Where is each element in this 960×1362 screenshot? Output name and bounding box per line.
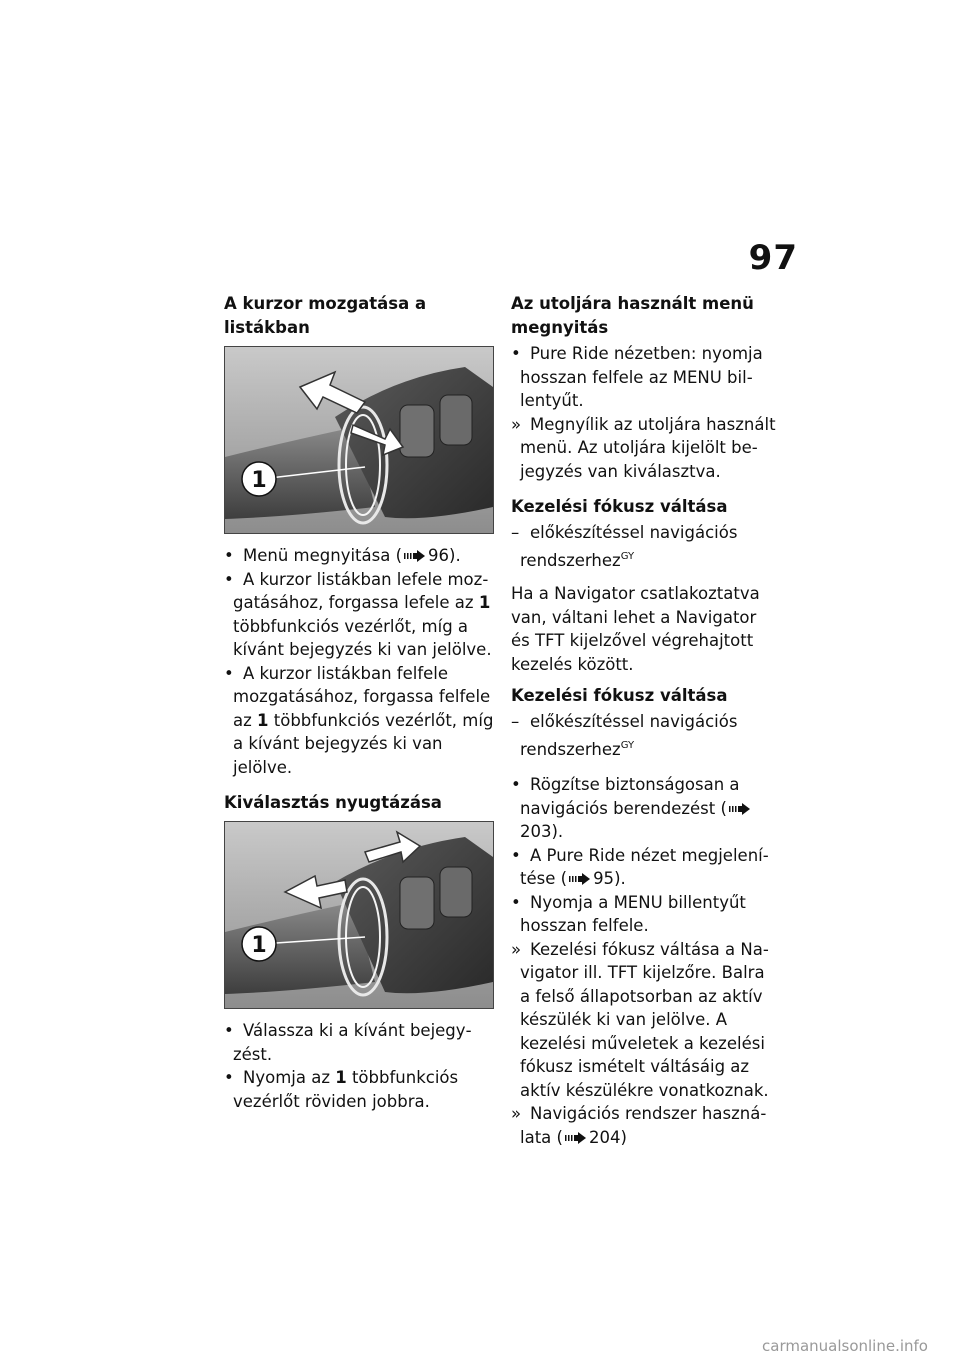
equipment-note: – előkészítéssel navigációs rendszerhez$^{GY}$ — [511, 712, 738, 759]
list-item: • A Pure Ride nézet megjelenítése ( 95). — [511, 845, 769, 888]
list-confirm-instructions — [224, 1019, 494, 1113]
handlebar-photo-push — [224, 821, 494, 1009]
list-item: • Rögzítse biztonságosan a navigációs berendezést (203). — [511, 773, 776, 844]
list-item: • A kurzor listákban felfele mozgatásához, forgassa felfele az 1 többfunkciós vezérlőt, míg a kívánt bejegyzés ki van jelölve. — [224, 663, 494, 777]
section-heading-focus-1: Kezelési fókusz váltása — [511, 497, 728, 516]
page-ref[interactable]: 95 — [593, 869, 615, 888]
list-item: • Menü megnyitása ( 96). — [224, 546, 461, 565]
list-item: • Nyomja az 1 többfunkciós vezérlőt röviden jobbra. — [224, 1068, 459, 1111]
list-item: » Megnyílik az utoljára használt menü. Az utoljára kijelölt bejegyzés van kiválasztva. — [511, 414, 776, 481]
paragraph: Ha a Navigator csatlakoztatva van, váltani lehet a Navigator és TFT kijelzővel végrehajtott kezelés között. — [511, 584, 760, 674]
handlebar-photo-rotate — [224, 346, 494, 534]
list-cursor-instructions — [224, 544, 494, 779]
list-focus-instructions — [511, 773, 776, 1149]
watermark-footer: carmanualsonline.info — [762, 1337, 928, 1355]
page-ref[interactable]: 203 — [520, 822, 552, 841]
option-code: GY — [620, 550, 635, 562]
option-code: GY — [620, 739, 635, 751]
section-heading-focus-2: Kezelési fókusz váltása — [511, 686, 728, 705]
page-ref[interactable]: 204 — [588, 1127, 621, 1147]
list-item: • Pure Ride nézetben: nyomja hosszan felfele az MENU billentyűt. — [511, 344, 763, 410]
page-ref[interactable]: 96 — [428, 546, 450, 565]
page-ref-arrow-icon — [565, 1132, 587, 1144]
callout-ref: 1 — [257, 710, 269, 730]
section-heading-cursor-move: A kurzor mozgatása a listákban — [224, 294, 427, 337]
page-ref-arrow-icon — [729, 803, 751, 815]
callout-ref: 1 — [335, 1068, 347, 1087]
handlebar-illustration — [225, 822, 493, 1008]
handlebar-illustration — [225, 347, 493, 533]
page-ref-arrow-icon — [404, 550, 426, 562]
page-ref-arrow-icon — [569, 873, 591, 885]
section-heading-confirm: Kiválasztás nyugtázása — [224, 793, 442, 812]
equipment-note: – előkészítéssel navigációs rendszerhez$^{GY}$ — [511, 523, 738, 570]
list-item: » Navigációs rendszer használata ( 204) — [511, 1104, 767, 1147]
list-item: » Kezelési fókusz váltása a Navigator ill. TFT kijelzőre. Balra a felső állapotsorban az aktív készülék ki van jelölve. A kezelési műveletek a kezelési fókusz ismételt váltásáig az aktív készülékre vonatkoznak. — [511, 939, 769, 1100]
right-column — [511, 292, 776, 1149]
list-item: • A kurzor listákban lefele mozgatásához, forgassa lefele az 1 többfunkciós vezérlőt, míg a kívánt bejegyzés ki van jelölve. — [224, 569, 492, 659]
list-item: • Válassza ki a kívánt bejegyzést. — [224, 1021, 472, 1064]
callout-ref: 1 — [478, 593, 491, 612]
section-heading-last-menu: Az utoljára használt menü megnyitás — [511, 294, 754, 337]
list-item: • Nyomja a MENU billentyűt hosszan felfele. — [511, 892, 746, 935]
figure-callout-1: 1 — [251, 933, 267, 958]
page-number: 97 — [748, 238, 798, 278]
left-column — [224, 292, 494, 1113]
figure-callout-1: 1 — [251, 468, 267, 493]
list-last-menu — [511, 342, 776, 483]
